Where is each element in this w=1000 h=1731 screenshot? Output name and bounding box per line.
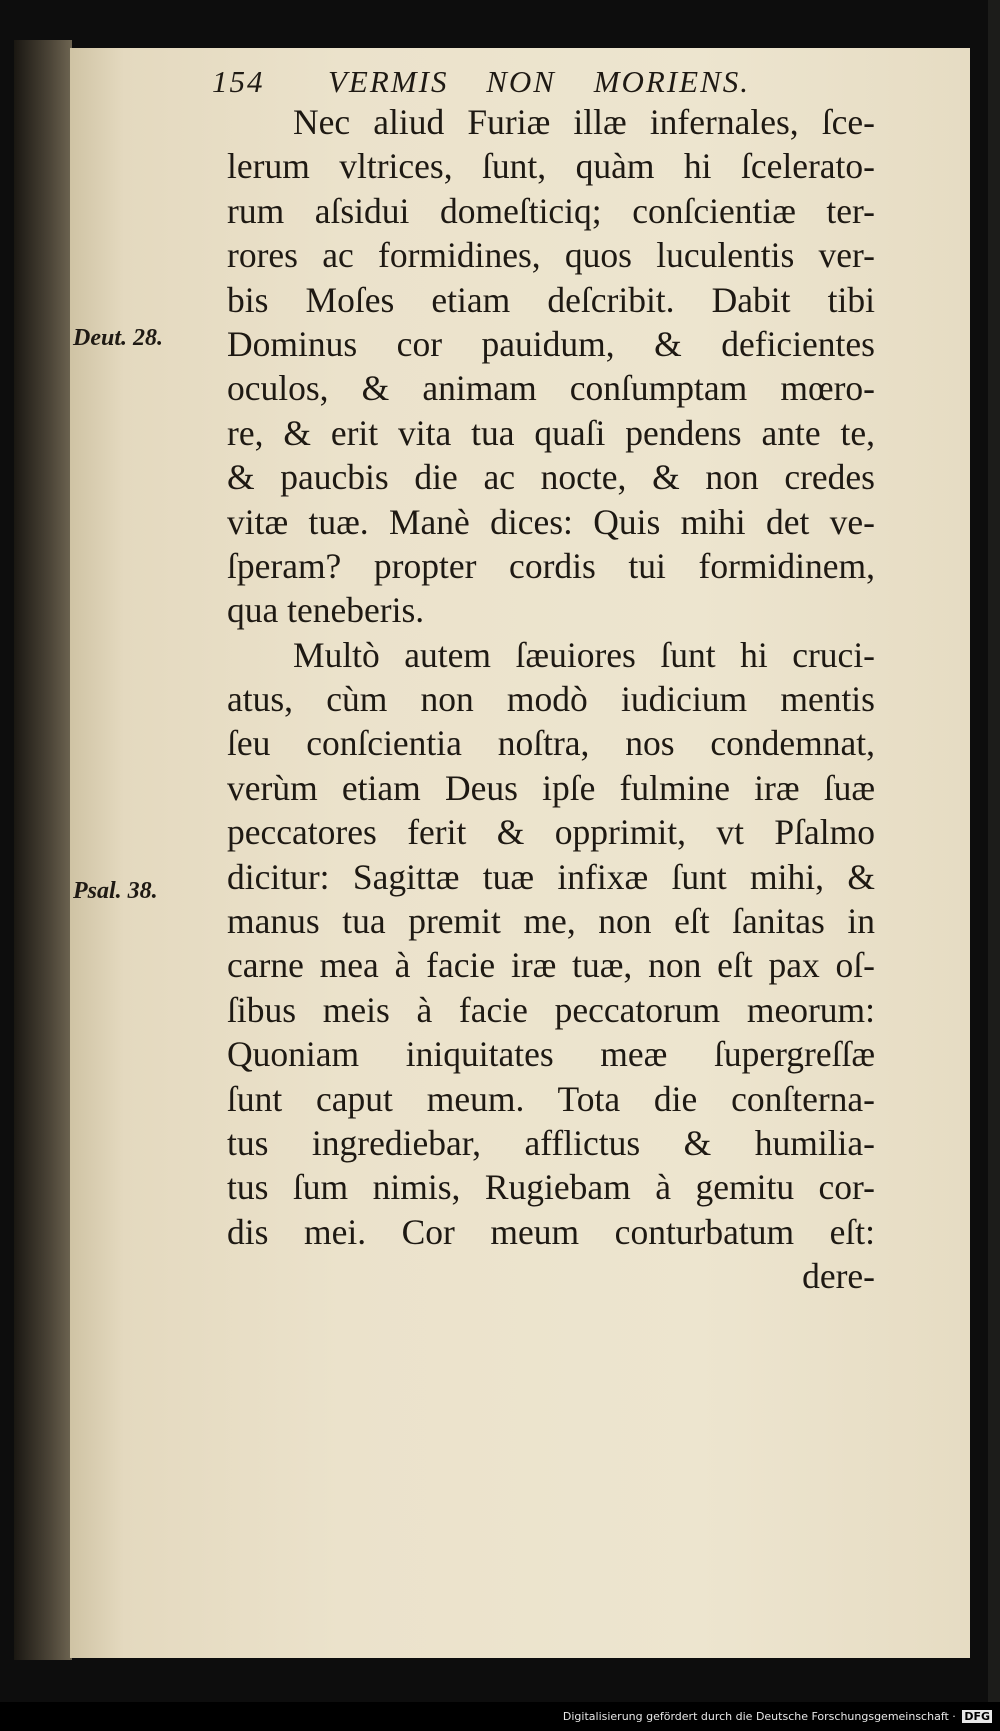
text-line: dicitur: Sagittæ tuæ infixæ ſunt mihi, & [227, 856, 875, 897]
text-line: oculos, & animam conſumptam mœro- [227, 368, 875, 409]
text-line: tus ingrediebar, afflictus & humilia- [227, 1122, 875, 1163]
text-line: bis Moſes etiam deſcribit. Dabit tibi [227, 279, 875, 320]
margin-note-psal: Psal. 38. [73, 878, 158, 904]
catchword: dere- [802, 1256, 875, 1297]
text-line: carne mea à facie iræ tuæ, non eſt pax oſ- [227, 945, 875, 986]
text-line: lerum vltrices, ſunt, quàm hi ſcelerato- [227, 146, 875, 187]
text-line: manus tua premit me, non eſt ſanitas in [227, 901, 875, 942]
text-line: Multò autem ſæuiores ſunt hi cruci- [293, 634, 875, 675]
body-text [227, 100, 875, 1299]
text-line: rores ac formidines, quos luculentis ver- [227, 235, 875, 276]
text-line: rum aſsidui domeſticiq; conſcientiæ ter- [227, 190, 875, 231]
running-header [212, 64, 872, 104]
text-line: peccatores ferit & opprimit, vt Pſalmo [227, 812, 875, 853]
text-line: ſperam? propter cordis tui formidinem, [227, 545, 875, 586]
text-line: re, & erit vita tua quaſi pendens ante te, [227, 412, 875, 453]
book-binding-edge [14, 40, 72, 1660]
text-line: atus, cùm non modò iudicium mentis [227, 679, 875, 720]
text-line: ſeu conſcientia noſtra, nos condemnat, [227, 723, 875, 764]
dfg-logo: DFG [964, 1710, 990, 1723]
text-line: Quoniam iniquitates meæ ſupergreſſæ [227, 1034, 875, 1075]
text-line: Nec aliud Furiæ illæ infernales, ſce- [293, 102, 875, 142]
text-line: & paucbis die ac nocte, & non credes [227, 457, 875, 498]
text-line: dis mei. Cor meum conturbatum eſt: [227, 1211, 875, 1252]
text-line: ſibus meis à facie peccatorum meorum: [227, 989, 875, 1030]
running-title: VERMIS NON MORIENS. [328, 64, 751, 99]
book-right-edge [988, 0, 1000, 1731]
text-line: verùm etiam Deus ipſe fulmine iræ ſuæ [227, 767, 875, 808]
digitization-credit [563, 1710, 992, 1723]
text-line: tus ſum nimis, Rugiebam à gemitu cor- [227, 1167, 875, 1208]
credit-text: Digitalisierung gefördert durch die Deutsche Forschungsgemeinschaft · [562, 1710, 956, 1723]
margin-note-deut: Deut. 28. [73, 325, 163, 351]
text-line: Dominus cor pauidum, & deficientes [227, 323, 875, 364]
page-number: 154 [212, 64, 265, 99]
text-line: vitæ tuæ. Manè dices: Quis mihi det ve- [227, 501, 875, 542]
text-line: qua teneberis. [227, 590, 425, 631]
text-line: ſunt caput meum. Tota die conſterna- [227, 1078, 875, 1119]
